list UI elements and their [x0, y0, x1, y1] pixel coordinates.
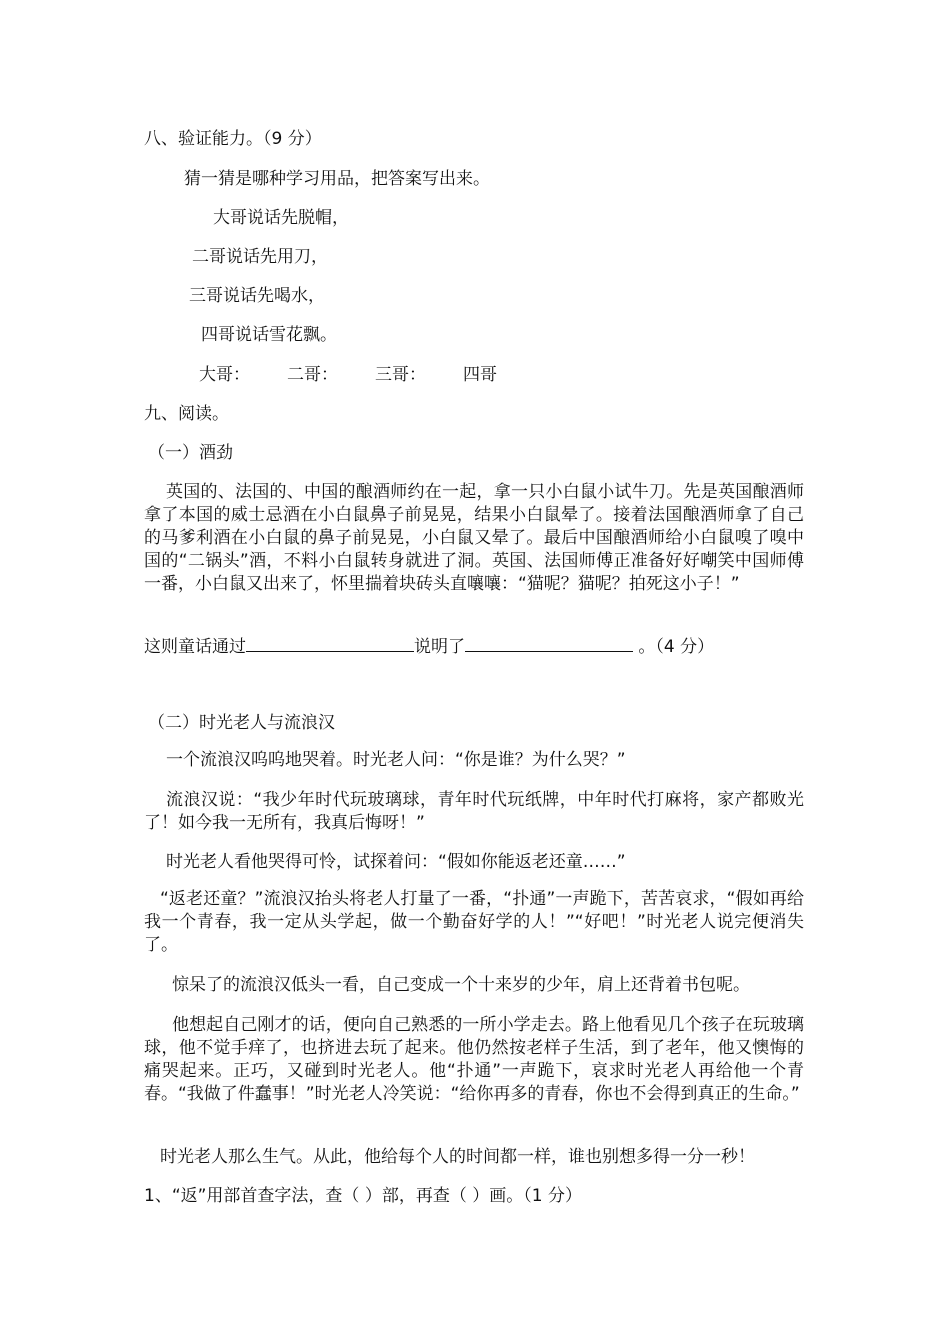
reading-1-title: （一）酒劲	[148, 443, 233, 463]
answer-blank-1[interactable]	[246, 635, 414, 652]
question-1: 1、“返”用部首查字法，查（ ）部，再查（ ）画。（1 分）	[144, 1186, 582, 1206]
answer-label-erge: 二哥：	[287, 365, 338, 385]
answer-label-sange: 三哥：	[375, 365, 426, 385]
reading-2-paragraph-3: 时光老人看他哭得可怜，试探着问：“假如你能返老还童……”	[166, 852, 626, 872]
section-8-heading: 八、验证能力。（9 分）	[144, 129, 322, 149]
riddle-line-4: 四哥说话雪花飘。	[201, 325, 337, 345]
answer-blank-2[interactable]	[465, 635, 633, 652]
reading-2-title: （二）时光老人与流浪汉	[148, 713, 335, 733]
reading-2-paragraph-5: 惊呆了的流浪汉低头一看，自己变成一个十来岁的少年，肩上还背着书包呢。	[172, 975, 750, 995]
reading-2-paragraph-6: 他想起自己刚才的话，便向自己熟悉的一所小学走去。路上他看见几个孩子在玩玻璃球，他不觉手痒了，也挤进去玩了起来。他仍然按老样子生活，到了老年，他又懊悔的痛哭起来。正巧，又碰到时光老人。他“扑通”一声跪下，哀求时光老人再给他一个青春。“我做了件蠢事！”时光老人冷笑说：“给你再多的青春，你也不会得到真正的生命。”	[144, 1015, 804, 1104]
question-text-part2: 说明了	[414, 637, 465, 657]
section-8-instruction: 猜一猜是哪种学习用品，把答案写出来。	[184, 169, 490, 189]
reading-1-question	[144, 635, 714, 658]
riddle-line-3: 三哥说话先喝水，	[189, 286, 325, 306]
riddle-line-2: 二哥说话先用刀，	[192, 247, 328, 267]
reading-2-paragraph-4: “返老还童？”流浪汉抬头将老人打量了一番，“扑通”一声跪下，苦苦哀求，“假如再给我一个青春，我一定从头学起，做一个勤奋好学的人！”“好吧！”时光老人说完便消失了。	[144, 889, 804, 955]
riddle-line-1: 大哥说话先脱帽，	[213, 208, 349, 228]
reading-1-paragraph: 英国的、法国的、中国的酿酒师约在一起，拿一只小白鼠小试牛刀。先是英国酿酒师拿了本国的威士忌酒在小白鼠鼻子前晃晃，结果小白鼠晕了。接着法国酿酒师拿了自己的马爹利酒在小白鼠的鼻子前晃晃，小白鼠又晕了。最后中国酿酒师给小白鼠嗅了嗅中国的“二锅头”酒，不料小白鼠转身就进了洞。英国、法国师傅正准备好好嘲笑中国师傅一番，小白鼠又出来了，怀里揣着块砖头直嚷嚷：“猫呢？猫呢？拍死这小子！”	[144, 482, 804, 594]
reading-2-paragraph-7: 时光老人那么生气。从此，他给每个人的时间都一样，谁也别想多得一分一秒！	[160, 1147, 755, 1167]
reading-2-paragraph-2: 流浪汉说：“我少年时代玩玻璃球，青年时代玩纸牌，中年时代打麻将，家产都败光了！如今我一无所有，我真后悔呀！”	[144, 790, 804, 833]
answer-label-dage: 大哥：	[199, 365, 250, 385]
question-text-part3: 。（4 分）	[633, 637, 715, 657]
section-9-heading: 九、阅读。	[144, 404, 229, 424]
reading-2-paragraph-1: 一个流浪汉呜呜地哭着。时光老人问：“你是谁？为什么哭？”	[166, 750, 626, 770]
question-text-part1: 这则童话通过	[144, 637, 246, 657]
answer-label-sige: 四哥	[463, 365, 497, 385]
